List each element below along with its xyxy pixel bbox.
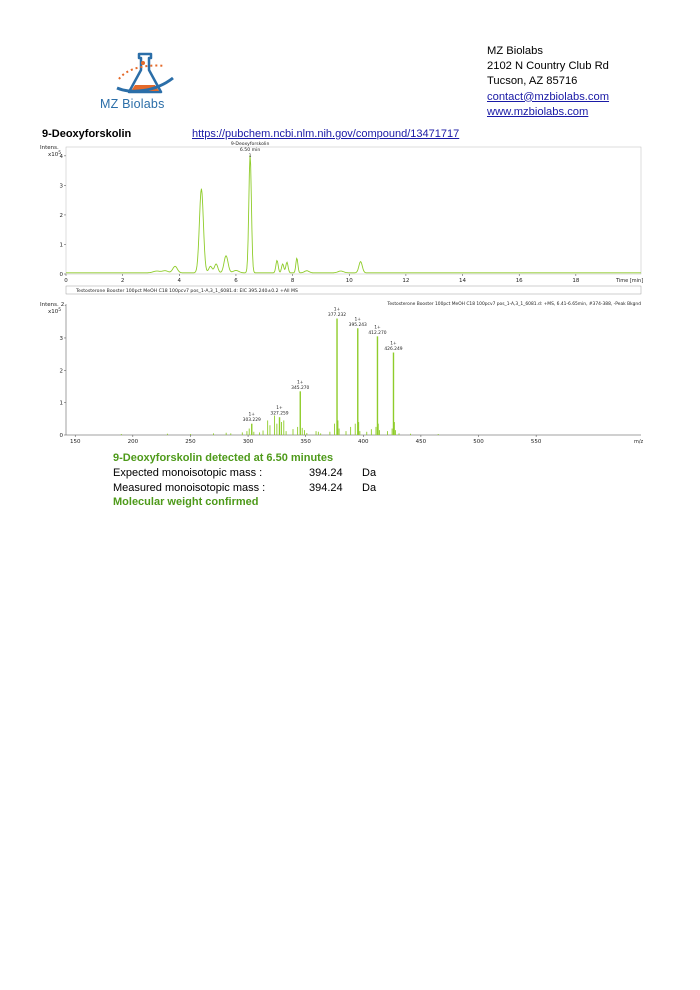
mass-spectrum-chart (38, 298, 643, 455)
ms-peak-mz: 303.229 (242, 418, 261, 424)
chrom-ylabel: Intens. (40, 145, 59, 151)
logo-text: MZ Biolabs (100, 97, 165, 111)
chrom-x-tick-label: 18 (572, 278, 580, 284)
email-link[interactable]: contact@mzbiolabs.com (487, 90, 610, 103)
chrom-x-tick-label: 10 (345, 278, 353, 284)
detection-result: 9-Deoxyforskolin detected at 6.50 minutes (113, 452, 334, 464)
chromatogram-chart (38, 141, 643, 298)
chrom-x-tick-label: 8 (290, 278, 295, 284)
measured-mass-label: Measured monoisotopic mass : (113, 482, 266, 494)
ms-x-tick-label: 200 (127, 439, 139, 445)
ms-peak-charge: 1+ (333, 307, 341, 313)
ms-x-tick-label: 550 (530, 439, 542, 445)
expected-mass-value: 394.24 (309, 467, 343, 479)
ms-y-tick-label: 2 (59, 368, 63, 375)
expected-mass-unit: Da (362, 467, 377, 479)
chrom-y-tick-label: 2 (59, 212, 63, 219)
ms-peak-charge: 1+ (297, 380, 304, 386)
ms-xlabel: m/z (634, 439, 643, 445)
chrom-x-tick-label: 4 (177, 278, 182, 284)
ms-peak-charge: 1+ (276, 406, 283, 412)
chrom-peak-marker: 1 (248, 152, 252, 158)
ms-peak-charge: 1+ (390, 341, 397, 347)
ms-y-tick-label: 3 (59, 335, 63, 342)
chrom-x-tick-label: 6 (234, 278, 238, 284)
chrom-trace-line (66, 152, 641, 273)
ms-yscale: $x10^5$ (48, 308, 62, 315)
measured-mass-value: 394.24 (309, 482, 343, 494)
chrom-xlabel: Time [min] (616, 278, 643, 284)
ms-y-tick-label: 1 (59, 400, 63, 407)
ms-x-tick-label: 500 (473, 439, 484, 445)
chrom-trace-label: Testosterone Booster 100pct MeOH C18 100pcv7 pos_1-A,3_1_6081.d: EIC 395.240±0.2 +All MS (76, 289, 298, 294)
chrom-x-tick-label: 14 (459, 278, 467, 284)
chrom-x-tick-label: 0 (64, 278, 68, 284)
chrom-y-tick-label: 4 (59, 153, 63, 160)
ms-x-tick-label: 300 (242, 439, 254, 445)
ms-peak-mz: 412.270 (368, 330, 387, 336)
ms-peak-charge: 1+ (248, 412, 255, 418)
confirmation-text: Molecular weight confirmed (113, 496, 259, 508)
ms-x-tick-label: 250 (185, 439, 196, 445)
ms-peak-mz: 345.270 (291, 385, 310, 391)
website-link[interactable]: www.mzbiolabs.com (487, 105, 589, 118)
pubchem-link[interactable]: https://pubchem.ncbi.nlm.nih.gov/compound/13471717 (192, 128, 460, 140)
chrom-y-tick-label: 0 (59, 272, 63, 278)
ms-y-tick-label: 0 (59, 433, 63, 439)
ms-x-tick-label: 150 (69, 439, 81, 445)
measured-mass-row (113, 482, 413, 497)
ms-x-tick-label: 400 (358, 439, 369, 445)
chrom-peak-time: 6.50 min (239, 147, 261, 153)
chrom-y-tick-label: 3 (59, 183, 63, 190)
measured-mass-unit: Da (362, 482, 377, 494)
company-name: MZ Biolabs (487, 45, 543, 57)
expected-mass-label: Expected monoisotopic mass : (113, 467, 263, 479)
company-address (487, 44, 609, 120)
chrom-x-tick-label: 12 (402, 278, 410, 284)
chrom-plot-frame (66, 147, 641, 274)
compound-title: 9-Deoxyforskolin (42, 128, 132, 140)
chrom-x-tick-label: 2 (120, 278, 125, 284)
ms-peak-mz: 395.243 (348, 322, 367, 328)
chrom-y-tick-label: 1 (59, 242, 63, 249)
ms-peak-charge: 1+ (354, 317, 362, 323)
chrom-yscale: $x10^5$ (48, 151, 62, 158)
expected-mass-row (113, 467, 413, 482)
ms-ylabel: Intens. 2. (40, 302, 66, 308)
chrom-peak-name: 9-Deoxyforskolin (230, 141, 270, 147)
ms-x-tick-label: 350 (300, 439, 311, 445)
chrom-x-tick-label: 16 (515, 278, 523, 284)
ms-peak-mz: 327.259 (270, 411, 289, 417)
ms-x-tick-label: 450 (415, 439, 427, 445)
ms-peak-mz: 377.232 (327, 313, 347, 319)
street-address: 2102 N Country Club Rd (487, 60, 609, 73)
ms-peak-mz: 426.249 (384, 347, 403, 353)
city-state-zip: Tucson, AZ 85716 (487, 75, 578, 88)
ms-spectrum-label: Testosterone Booster 100pct MeOH C18 100pcv7 pos_1-A,3_1_6081.d: +MS, 6.41-6.65min, #374-388, -Peak Bkgnd (387, 302, 641, 307)
ms-peak-charge: 1+ (374, 325, 381, 331)
